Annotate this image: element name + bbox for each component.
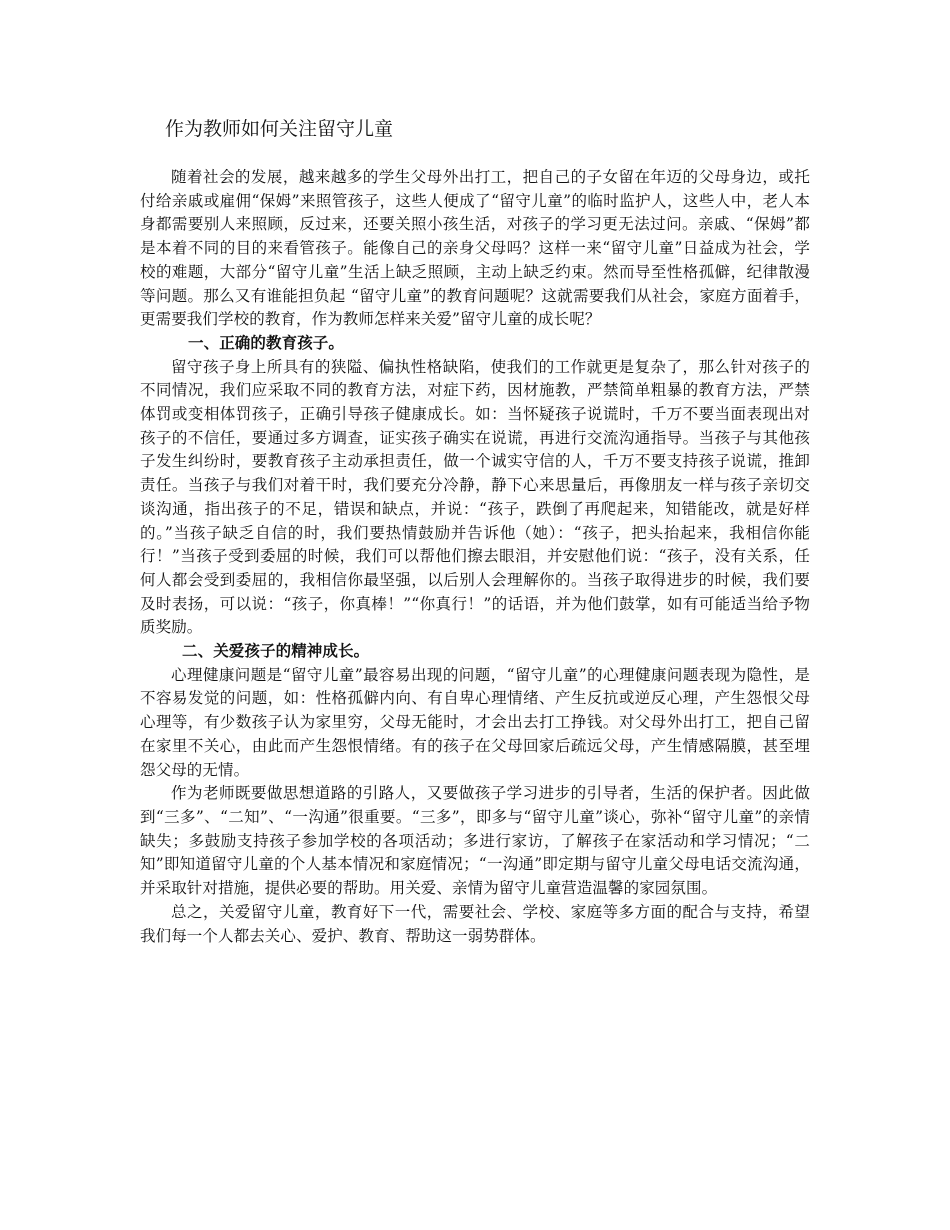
section-2-paragraph-1: 心理健康问题是“留守儿童”最容易出现的问题，“留守儿童”的心理健康问题表现为隐性，是不容易发觉的问题，如：性格孤僻内向、有自卑心理情绪、产生反抗或逆反心理，产生怨恨父母心理等，有少数孩子认为家里穷，父母无能时，才会出去打工挣钱。对父母外出打工，把自己留在家里不关心，由此而产生怨恨情绪。有的孩子在父母回家后疏远父母，产生情感隔膜，甚至埋怨父母的无情。 — [140, 665, 810, 779]
page-title: 作为教师如何关注留守儿童 — [165, 118, 394, 140]
conclusion-paragraph: 总之，关爱留守儿童，教育好下一代，需要社会、学校、家庭等多方面的配合与支持，希望我们每一个人都去关心、爱护、教育、帮助这一弱势群体。 — [140, 902, 810, 945]
section-heading-1: 一、正确的教育孩子。 — [188, 333, 345, 352]
section-1-paragraph: 留守孩子身上所具有的狭隘、偏执性格缺陷，使我们的工作就更是复杂了，那么针对孩子的不同情况，我们应采取不同的教育方法，对症下药，因材施教，严禁简单粗暴的教育方法，严禁体罚或变相体罚孩子，正确引导孩子健康成长。如：当怀疑孩子说谎时，千万不要当面表现出对孩子的不信任，要通过多方调查，证实孩子确实在说谎，再进行交流沟通指导。当孩子与其他孩子发生纠纷时，要教育孩子主动承担责任，做一个诚实守信的人，千万不要支持孩子说谎，推卸责任。当孩子与我们对着干时，我们要充分冷静，静下心来思量后，再像朋友一样与孩子亲切交谈沟通，指出孩子的不足，错误和缺点，并说：“孩子，跌倒了再爬起来，知错能改，就是好样的。”当孩子缺乏自信的时，我们要热情鼓励并告诉他（她）：“孩子，把头抬起来，我相信你能行！”当孩子受到委屈的时候，我们可以帮他们擦去眼泪，并安慰他们说：“孩子，没有关系，任何人都会受到委屈的，我相信你最坚强，以后别人会理解你的。当孩子取得进步的时候，我们要及时表扬，可以说：“孩子，你真棒！”“你真行！”的话语，并为他们鼓掌，如有可能适当给予物质奖励。 — [140, 357, 810, 637]
section-heading-2: 二、关爱孩子的精神成长。 — [182, 642, 370, 661]
intro-paragraph: 随着社会的发展，越来越多的学生父母外出打工，把自己的子女留在年迈的父母身边，或托付给亲戚或雇佣“保姆”来照管孩子，这些人便成了“留守儿童”的临时监护人，这些人中，老人本身都需要别人来照顾，反过来，还要关照小孩生活，对孩子的学习更无法过问。亲戚、“保姆”都是本着不同的目的来看管孩子。能像自己的亲身父母吗？这样一来“留守儿童”日益成为社会，学校的难题，大部分“留守儿童”生活上缺乏照顾，主动上缺乏约束。然而导至性格孤僻，纪律散漫等问题。那么又有谁能担负起 “留守儿童”的教育问题呢？这就需要我们从社会，家庭方面着手，更需要我们学校的教育，作为教师怎样来关爱”留守儿童的成长呢？ — [140, 168, 810, 329]
document-body — [140, 166, 810, 948]
section-2-paragraph-2: 作为老师既要做思想道路的引路人，又要做孩子学习进步的引导者，生活的保护者。因此做到“三多”、“二知”、“一沟通”很重要。“三多”，即多与“留守儿童”谈心，弥补“留守儿童”的亲情缺失；多鼓励支持孩子参加学校的各项活动；多进行家访，了解孩子在家活动和学习情况；“二知”即知道留守儿童的个人基本情况和家庭情况；“一沟通”即定期与留守儿童父母电话交流沟通，并采取针对措施，提供必要的帮助。用关爱、亲情为留守儿童营造温馨的家园氛围。 — [140, 784, 810, 898]
